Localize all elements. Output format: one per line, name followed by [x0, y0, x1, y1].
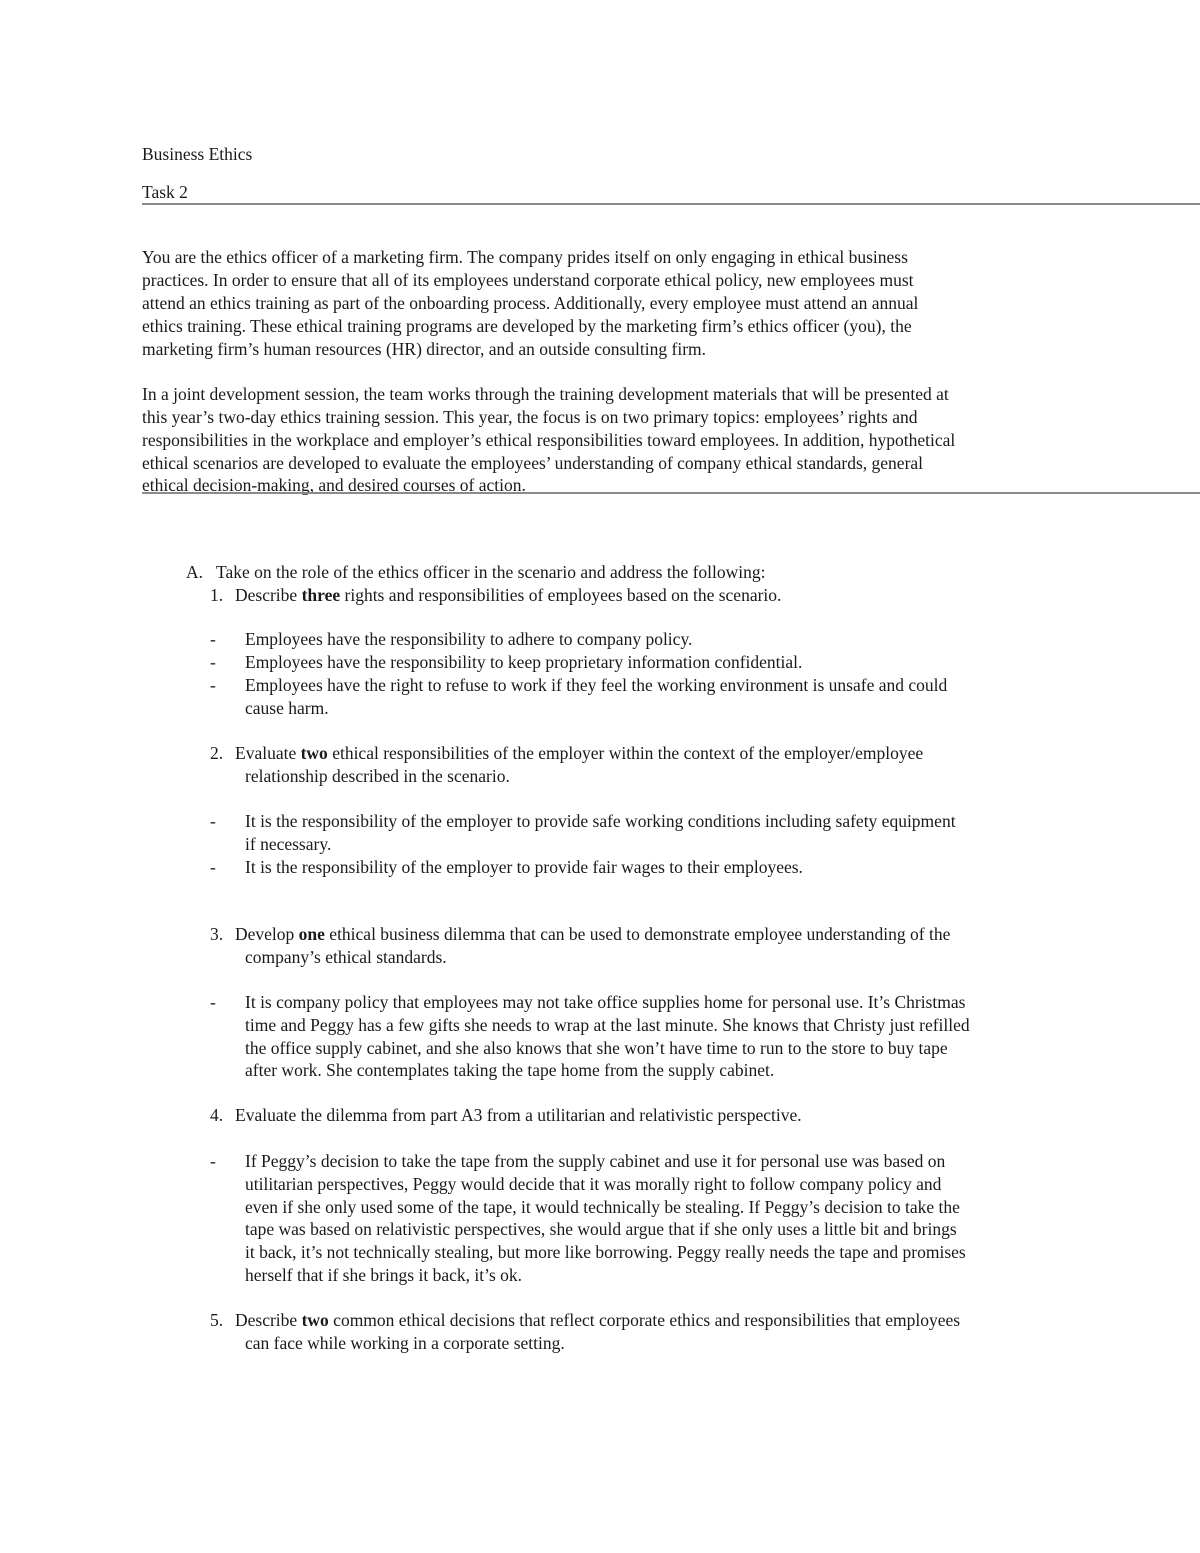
- task-label: Task 2: [142, 182, 188, 202]
- question-5-text: Describe two common ethical decisions that reflect corporate ethics and responsibilities that employees: [235, 1310, 961, 1330]
- scenario-line: marketing firm’s human resources (HR) director, and an outside consulting firm.: [142, 339, 707, 359]
- answer-line: It is company policy that employees may not take office supplies home for personal use. It’s Christmas: [245, 992, 966, 1012]
- answer-line: If Peggy’s decision to take the tape from the supply cabinet and use it for personal use was based on: [245, 1151, 946, 1171]
- scenario-line: ethics training. These ethical training programs are developed by the marketing firm’s ethics officer (you), the: [142, 316, 912, 336]
- question-3-number: 3.: [210, 924, 224, 944]
- answer-line: Employees have the responsibility to adhere to company policy.: [245, 629, 693, 649]
- answer-line: time and Peggy has a few gifts she needs to wrap at the last minute. She knows that Christy just refilled: [245, 1015, 970, 1035]
- answer-line: cause harm.: [245, 698, 329, 718]
- bullet-dash: -: [210, 992, 216, 1012]
- answer-line: utilitarian perspectives, Peggy would decide that it was morally right to follow company policy and: [245, 1174, 942, 1194]
- scenario-line: attend an ethics training as part of the onboarding process. Additionally, every employee must attend an annual: [142, 293, 919, 313]
- question-5-text-cont: can face while working in a corporate setting.: [245, 1333, 565, 1353]
- answer-line: the office supply cabinet, and she also knows that she won’t have time to run to the store to buy tape: [245, 1038, 948, 1058]
- scenario-line: You are the ethics officer of a marketing firm. The company prides itself on only engaging in ethical business: [142, 247, 908, 267]
- scenario-line: In a joint development session, the team works through the training development materials that will be presented at: [142, 384, 949, 404]
- question-4-text: Evaluate the dilemma from part A3 from a utilitarian and relativistic perspective.: [235, 1105, 802, 1125]
- bullet-dash: -: [210, 811, 216, 831]
- scenario-line: ethical scenarios are developed to evaluate the employees’ understanding of company ethical standards, general: [142, 453, 924, 473]
- scenario-line: this year’s two-day ethics training session. This year, the focus is on two primary topics: employees’ rights and: [142, 407, 918, 427]
- question-1-text: Describe three rights and responsibilities of employees based on the scenario.: [235, 585, 782, 605]
- answer-line: Employees have the responsibility to keep proprietary information confidential.: [245, 652, 803, 672]
- section-a-marker: A.: [186, 562, 204, 582]
- answer-line: herself that if she brings it back, it’s ok.: [245, 1265, 523, 1285]
- question-4-number: 4.: [210, 1105, 224, 1125]
- question-2-number: 2.: [210, 743, 224, 763]
- bullet-dash: -: [210, 857, 216, 877]
- bullet-dash: -: [210, 1151, 216, 1171]
- question-3-text: Develop one ethical business dilemma that can be used to demonstrate employee understanding of the: [235, 924, 951, 944]
- section-a-instruction: Take on the role of the ethics officer in the scenario and address the following:: [216, 562, 766, 582]
- course-title: Business Ethics: [142, 144, 253, 164]
- question-1-number: 1.: [210, 585, 224, 605]
- bullet-dash: -: [210, 652, 216, 672]
- question-3-text-cont: company’s ethical standards.: [245, 947, 447, 967]
- scenario-line: practices. In order to ensure that all of its employees understand corporate ethical policy, new employees must: [142, 270, 914, 290]
- bullet-dash: -: [210, 629, 216, 649]
- answer-line: Employees have the right to refuse to work if they feel the working environment is unsafe and could: [245, 675, 948, 695]
- scenario-line: responsibilities in the workplace and employer’s ethical responsibilities toward employees. In addition, hypothetical: [142, 430, 956, 450]
- answer-line: It is the responsibility of the employer to provide fair wages to their employees.: [245, 857, 803, 877]
- scenario-divider: [142, 492, 1200, 494]
- answer-line: if necessary.: [245, 834, 332, 854]
- answer-line: it back, it’s not technically stealing, but more like borrowing. Peggy really needs the tape and promises: [245, 1242, 966, 1262]
- question-2-text: Evaluate two ethical responsibilities of the employer within the context of the employer/employee: [235, 743, 924, 763]
- question-5-number: 5.: [210, 1310, 224, 1330]
- answer-line: tape was based on relativistic perspectives, she would argue that if she only uses a little bit and brings: [245, 1219, 957, 1239]
- bullet-dash: -: [210, 675, 216, 695]
- answer-line: after work. She contemplates taking the tape home from the supply cabinet.: [245, 1060, 775, 1080]
- question-2-text-cont: relationship described in the scenario.: [245, 766, 510, 786]
- scenario-line: ethical decision-making, and desired courses of action.: [142, 475, 526, 495]
- header-divider: [142, 203, 1200, 205]
- answer-line: even if she only used some of the tape, it would technically be stealing. If Peggy’s decision to take the: [245, 1197, 960, 1217]
- answer-line: It is the responsibility of the employer to provide safe working conditions including safety equipment: [245, 811, 956, 831]
